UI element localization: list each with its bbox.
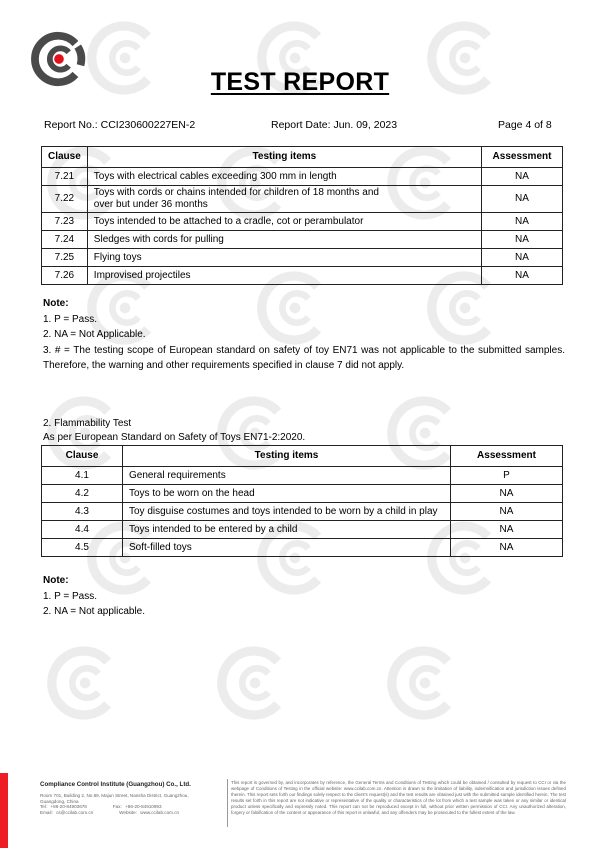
table-row [42,168,563,186]
table-row [42,267,563,285]
assessment-cell: NA [482,231,563,249]
note-block-1 [43,296,565,374]
page-title: TEST REPORT [210,68,390,96]
assessment-cell: NA [482,267,563,285]
clause-cell: 4.4 [42,521,123,539]
assessment-cell: NA [482,213,563,231]
note-heading: Note: [43,298,69,309]
company-fax: Fax：+86-20-84910993 [112,804,162,810]
table-row [42,231,563,249]
section-subtitle: As per European Standard on Safety of Toys EN71-2:2020. [43,432,306,443]
company-website[interactable]: Website：www.ccilab.com.cn [119,809,180,815]
assessment-cell: NA [451,485,563,503]
note-line: Therefore, the warning and other requirements specified in clause 7 did not apply. [43,360,405,371]
testing-item-cell: Toys with electrical cables exceeding 300 mm in length [87,168,481,186]
clause-cell: 4.5 [42,539,123,557]
table-header-row [42,147,563,168]
clause7-results-table [41,146,563,285]
clause-cell: 7.25 [42,249,88,267]
table-row [42,467,563,485]
watermark-logo-icon [45,643,125,723]
clause-cell: 7.22 [42,186,88,213]
clause-cell: 7.24 [42,231,88,249]
clause-cell: 7.21 [42,168,88,186]
clause-cell: 4.1 [42,467,123,485]
assessment-cell: P [451,467,563,485]
table-row [42,213,563,231]
page-indicator: Page 4 of 8 [498,119,552,131]
report-date: Report Date: Jun. 09, 2023 [271,119,398,131]
table-row [42,539,563,557]
footer-accent-bar [0,773,8,848]
testing-item-cell: Toys intended to be entered by a child [123,521,451,539]
column-header-testing-items: Testing items [123,446,451,467]
flammability-results-table [41,445,563,557]
table-row [42,186,563,213]
testing-item-cell: Toys to be worn on the head [123,485,451,503]
note-line: 2. NA = Not applicable. [43,606,146,617]
assessment-cell: NA [482,249,563,267]
testing-item-cell: Sledges with cords for pulling [87,231,481,249]
note-line: 3. # = The testing scope of European standard on safety of toy EN71 was not applicable to the submitted samples. [43,344,565,356]
assessment-cell: NA [451,521,563,539]
assessment-cell: NA [482,168,563,186]
note-line: 2. NA = Not Applicable. [43,329,146,340]
assessment-cell: NA [451,539,563,557]
table-row [42,485,563,503]
table-row [42,521,563,539]
footer-disclaimer: This report is governed by, and incorporates by reference, the General Terms and Conditions of Testing which could be obtained / consulted by request to CCI or via the webpage of Conditions of Testing in the official website: www.ccilab.com.cn. Attention is drawn to the limitation of liability, indemnification and jurisdiction issues defined therein. This report sets forth our findings solely respect to the client's request(s) and the test results are obtained just with the submitted sample identified herein. The test results set forth in this report are not indicative or representative of the quality or characteristics of the lot from which a test sample was taken or any similar or identical product unless specifically and expressly noted. This report can not be reproduced except in full, without prior written permission of CCI. Any unauthorized alteration, forgery or falsification of the content or appearance of this report is unlawful, and any offenders may be prosecuted to the fullest extent of the law. [231,780,566,816]
watermark-logo-icon [385,643,465,723]
note-line: 1. P = Pass. [43,590,98,602]
note-block-2 [43,573,565,620]
clause-cell: 4.2 [42,485,123,503]
company-tel: Tel：+86-20-84903678 [40,804,87,810]
footer-company-info [40,781,225,815]
company-email[interactable]: Email：cs@ccilab.com.cn [40,809,94,815]
company-address: Room 701, Building 2, No.89, Majun Street, Nansha District, Guangzhou, [40,793,189,798]
section-title: 2. Flammability Test [43,418,132,429]
footer-divider [227,779,228,827]
table-row [42,503,563,521]
testing-item-cell: Soft-filled toys [123,539,451,557]
testing-item-cell: General requirements [123,467,451,485]
column-header-clause: Clause [42,147,88,168]
report-number: Report No.: CCI230600227EN-2 [44,119,196,131]
column-header-testing-items: Testing items [87,147,481,168]
note-line: 1. P = Pass. [43,313,98,325]
watermark-logo-icon [215,643,295,723]
note-heading: Note: [43,575,69,586]
table-row [42,249,563,267]
column-header-assessment: Assessment [451,446,563,467]
testing-item-cell: Toys with cords or chains intended for children of 18 months and over but under 36 months [87,186,481,213]
column-header-clause: Clause [42,446,123,467]
assessment-cell: NA [482,186,563,213]
company-name: Compliance Control Institute (Guangzhou) Co., Ltd. [40,781,191,788]
testing-item-cell: Toys intended to be attached to a cradle, cot or perambulator [87,213,481,231]
clause-cell: 4.3 [42,503,123,521]
clause-cell: 7.26 [42,267,88,285]
table-header-row [42,446,563,467]
company-address-line2: Guangdong, China [40,798,79,804]
column-header-assessment: Assessment [482,147,563,168]
testing-item-cell: Improvised projectiles [87,267,481,285]
testing-item-cell: Toy disguise costumes and toys intended to be worn by a child in play [123,503,451,521]
clause-cell: 7.23 [42,213,88,231]
testing-item-cell: Flying toys [87,249,481,267]
assessment-cell: NA [451,503,563,521]
